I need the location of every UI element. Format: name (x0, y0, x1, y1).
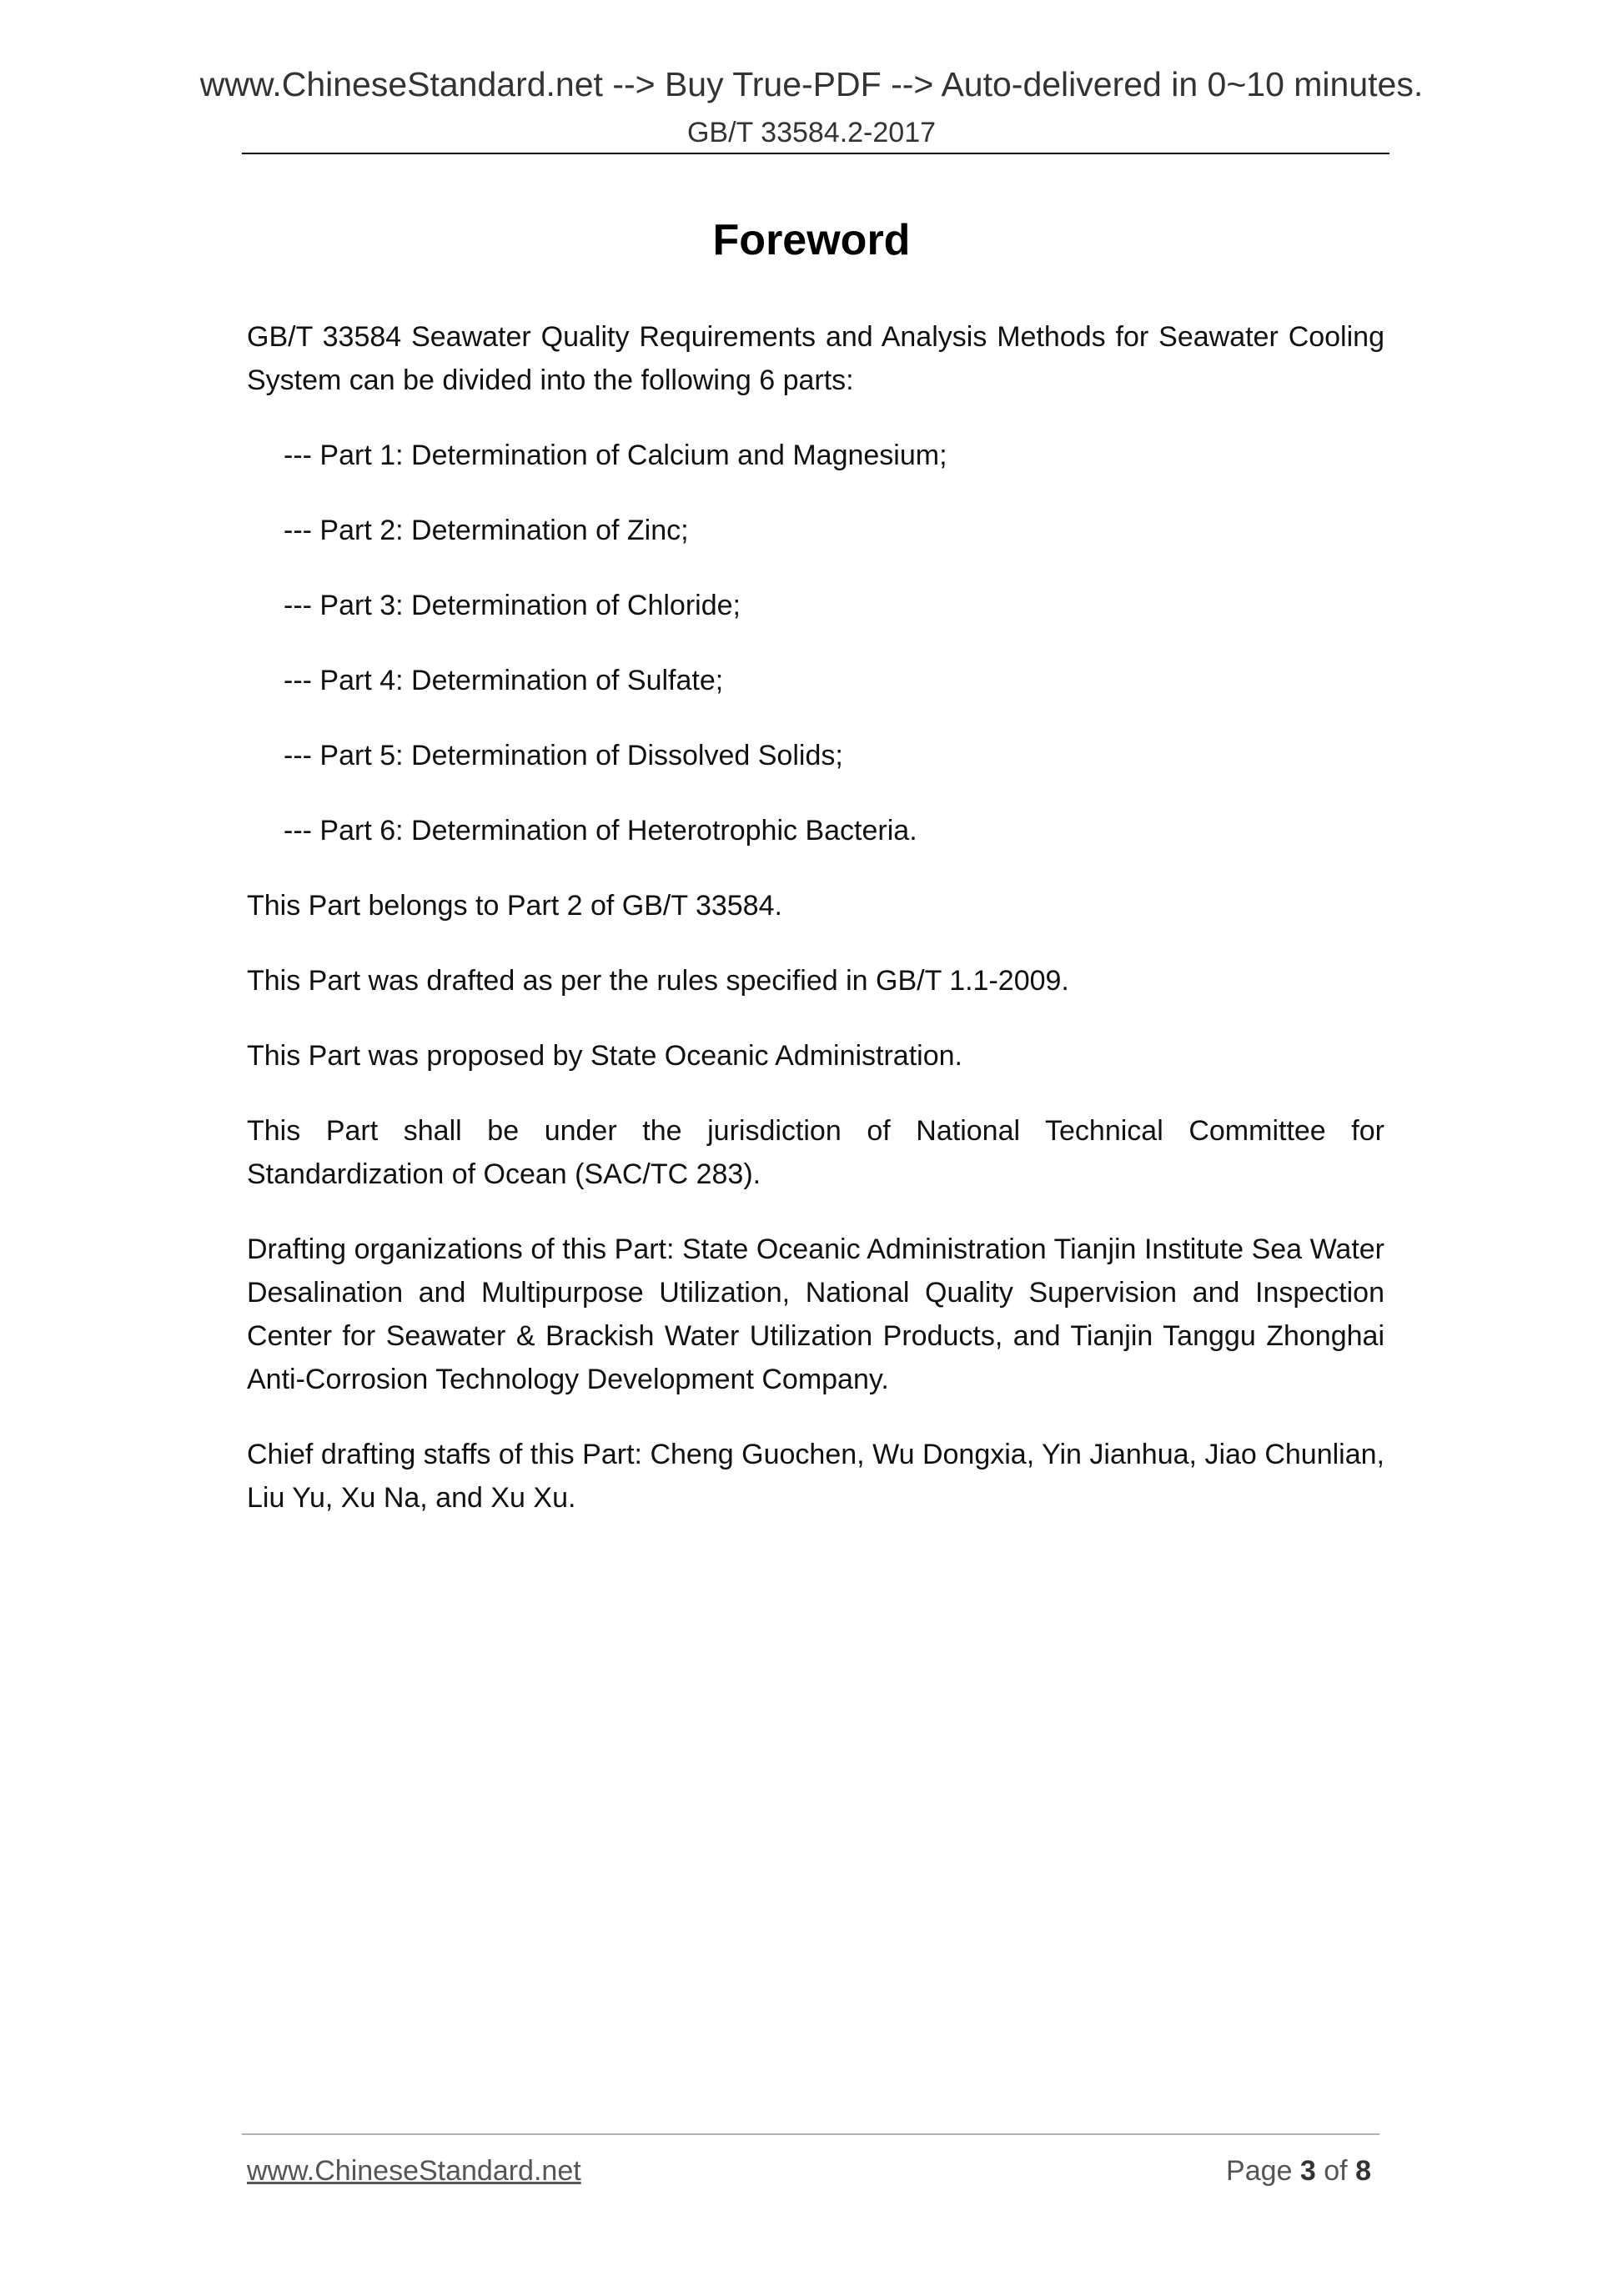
page-of-label: of (1324, 2155, 1348, 2187)
header-divider (242, 153, 1389, 154)
list-item-part-6: --- Part 6: Determination of Heterotrophic Bacteria. (284, 815, 917, 847)
paragraph-part-membership: This Part belongs to Part 2 of GB/T 33584. (247, 890, 782, 922)
page-number (1226, 2155, 1371, 2188)
paragraph-proposer: This Part was proposed by State Oceanic Administration. (247, 1040, 962, 1072)
intro-paragraph: GB/T 33584 Seawater Quality Requirements and Analysis Methods for Seawater Cooling System can be divided into the following 6 parts: (247, 321, 1384, 396)
paragraph-jurisdiction: This Part shall be under the jurisdiction of National Technical Committee for Standardization of Ocean (SAC/TC 283). (247, 1115, 1384, 1190)
current-page-number: 3 (1299, 2155, 1316, 2187)
document-code: GB/T 33584.2-2017 (686, 117, 937, 148)
total-page-count: 8 (1355, 2155, 1371, 2187)
paragraph-drafting-organizations: Drafting organizations of this Part: State Oceanic Administration Tianjin Institute Sea Water Desalination and Multipurpose Utilization, National Quality Supervision and Inspection Center for Seawater & Brackish Water Utilization Products, and Tianjin Tanggu Zhonghai Anti-Corrosion Technology Development Company. (247, 1233, 1384, 1395)
top-banner[interactable]: www.ChineseStandard.net --> Buy True-PDF --> Auto-delivered in 0~10 minutes. (199, 65, 1424, 103)
page-label: Page (1226, 2155, 1293, 2187)
document-body (247, 315, 1384, 1551)
page-title: Foreword (712, 216, 911, 264)
paragraph-chief-drafters: Chief drafting staffs of this Part: Cheng Guochen, Wu Dongxia, Yin Jianhua, Jiao Chunlian, Liu Yu, Xu Na, and Xu Xu. (247, 1439, 1384, 1514)
parts-list (247, 434, 1384, 852)
list-item-part-3: --- Part 3: Determination of Chloride; (284, 590, 741, 621)
list-item-part-2: --- Part 2: Determination of Zinc; (284, 515, 689, 546)
list-item-part-4: --- Part 4: Determination of Sulfate; (284, 665, 724, 696)
list-item-part-1: --- Part 1: Determination of Calcium and Magnesium; (284, 440, 947, 471)
footer-divider (242, 2133, 1379, 2135)
list-item-part-5: --- Part 5: Determination of Dissolved Solids; (284, 740, 843, 771)
footer-website-link[interactable]: www.ChineseStandard.net (247, 2155, 581, 2187)
paragraph-drafting-rules: This Part was drafted as per the rules specified in GB/T 1.1-2009. (247, 965, 1069, 997)
